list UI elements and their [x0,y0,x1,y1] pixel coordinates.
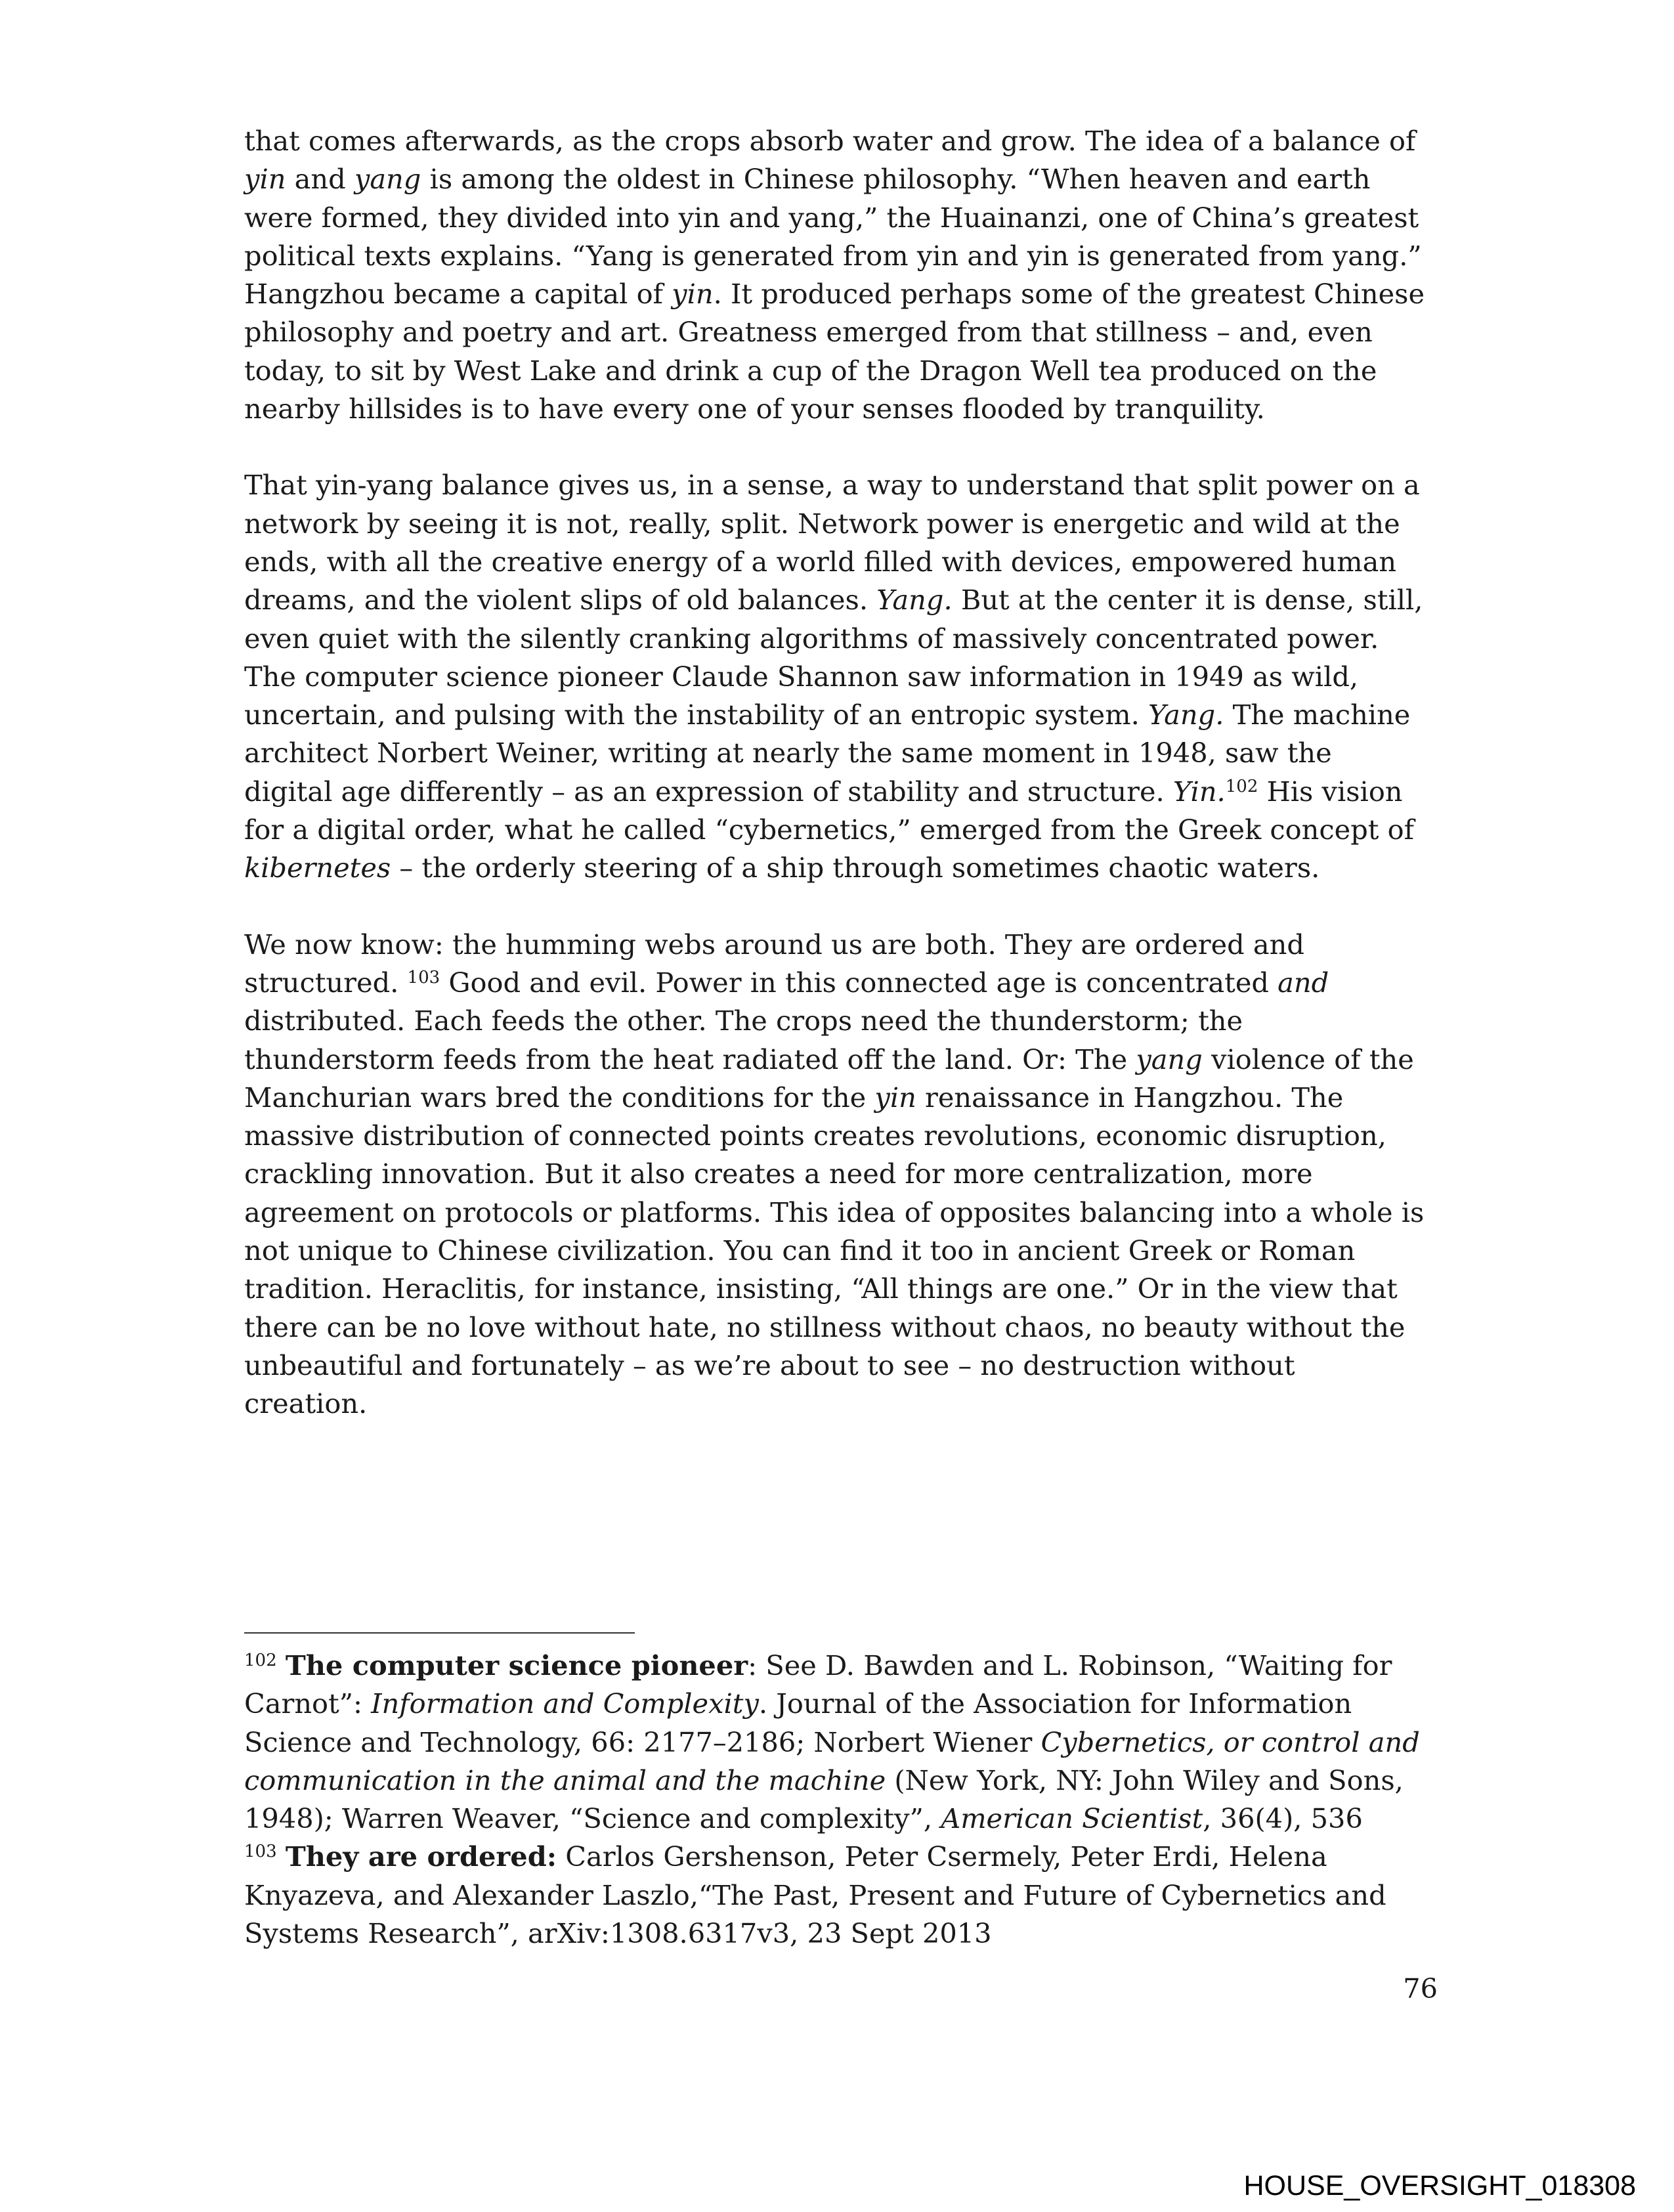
footnote-ref-102[interactable]: 102 [1225,776,1258,796]
page-number: 76 [1403,1972,1438,2005]
footnote-separator [244,1632,635,1634]
paragraph-1: that comes afterwards, as the crops absorb water and grow. The idea of a balance of yin and yang is among the oldest in Chinese philosophy. “When heaven and earth were formed, they divided into yin and yang,” the Huainanzi, one of China’s greatest political texts explains. “Yang is generated from yin and yin is generated from yang.” Hangzhou became a capital of yin. It produced perhaps some of the greatest Chinese philosophy and poetry and art. Greatness emerged from that stillness – and, even today, to sit by West Lake and drink a cup of the Dragon Well tea produced on the nearby hillsides is to have every one of your senses flooded by tranquility. [244,125,1425,425]
paragraph-2: That yin-yang balance gives us, in a sense, a way to understand that split power on a network by seeing it is not, really, split. Network power is energetic and wild at the ends, with all the creative energy of a world filled with devices, empowered human dreams, and the violent slips of old balances. Yang. But at the center it is dense, still, even quiet with the silently cranking algorithms of massively concentrated power. The computer science pioneer Claude Shannon saw information in 1949 as wild, uncertain, and pulsing with the instability of an entropic system. Yang. The machine architect Norbert Weiner, writing at nearly the same moment in 1948, saw the digital age differently – as an expression of stability and structure. Yin.$^{102}$ His vision for a digital order, what he called “cybernetics,” emerged from the Greek concept of kibernetes – the orderly steering of a ship through sometimes chaotic waters. [244,469,1423,884]
footnote-ref-103[interactable]: 103 [407,967,440,987]
footnotes [244,1647,1426,1953]
body-text [244,122,1426,1462]
footnote-102: $^{102}$ The computer science pioneer: See D. Bawden and L. Robinson, “Waiting for Carnot”: Information and Complexity. Journal of the Association for Information Science and Technology, 66: 2177–2186; Norbert Wiener Cybernetics, or control and communication in the animal and the machine (New York, NY: John Wiley and Sons, 1948); Warren Weaver, “Science and complexity”, American Scientist, 36(4), 536 [244,1649,1420,1835]
footnote-103: $^{103}$ They are ordered: Carlos Gershenson, Peter Csermely, Peter Erdi, Helena Knyazeva, and Alexander Laszlo,“The Past, Present and Future of Cybernetics and Systems Research”, arXiv:1308.6317v3, 23 Sept 2013 [244,1840,1386,1950]
bates-number: HOUSE_OVERSIGHT_018308 [1243,2170,1636,2201]
paragraph-3: We now know: the humming webs around us are both. They are ordered and structured. $^{103}$ Good and evil. Power in this connected age is concentrated and distributed. Each feeds the other. The crops need the thunderstorm; the thunderstorm feeds from the heat radiated off the land. Or: The yang violence of the Manchurian wars bred the conditions for the yin renaissance in Hangzhou. The massive distribution of connected points creates revolutions, economic disruption, crackling innovation. But it also creates a need for more centralization, more agreement on protocols or platforms. This idea of opposites balancing into a whole is not unique to Chinese civilization. You can find it too in ancient Greek or Roman tradition. Heraclitis, for instance, insisting, “All things are one.” Or in the view that there can be no love without hate, no stillness without chaos, no beauty without the unbeautiful and fortunately – as we’re about to see – no destruction without creation. [244,928,1425,1420]
